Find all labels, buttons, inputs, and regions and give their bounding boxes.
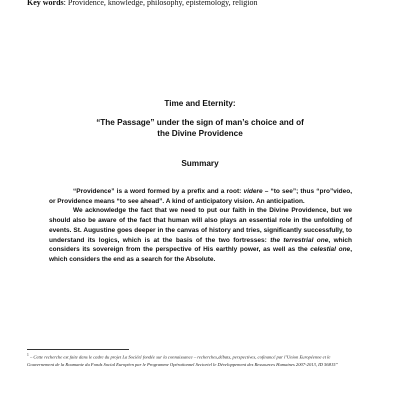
keywords-text: : Providence, knowledge, philosophy, epistemology, religion: [63, 0, 258, 7]
section-subtitle: “The Passage” under the sign of man’s choice and of the Divine Providence: [96, 118, 304, 138]
summary-body: [49, 187, 352, 265]
summary-paragraph-2: [49, 206, 352, 264]
p2-text-a: We acknowledge the fact that we need to put our faith in the Divine Providence, but we should also be aware of the fact that human will also plays an essential role in the unfolding of events. St. Augustine goes deeper in the canvas of history and tries, significantly successfully, to understand its logics, which is at the basis of the two fortresses:: [49, 207, 352, 244]
keywords-label: Key words: [27, 0, 64, 7]
keywords-line: [27, 0, 387, 8]
footnote-marker: 1: [27, 353, 29, 357]
section-title: Time and Eternity:: [164, 99, 236, 108]
p2-text-c: , which considers the end as a search for the Absolute.: [49, 246, 352, 263]
footnote-text: – Cette recherche est faite dans le cadre du projet La Société fondée sur la connaissance – recherches,débats, perspectives, cofinancé par l’Union Européenne et le Gouvernement de la Roumanie du Fonds Social Européen par le Programme Opérationnel Sectoriel le Développement des Ressources Humaines 2007-2013, ID 56815”: [27, 354, 339, 367]
p2-celestial: celestial one: [310, 246, 351, 254]
summary-paragraph-1: [49, 187, 352, 206]
p2-text-b: , which considers its sovereign from the perspective of His earthly power, as well as the: [49, 236, 352, 254]
p1-videre: videre: [243, 188, 263, 195]
p1-text-a: “Providence” is a word formed by a prefix and a root:: [73, 188, 244, 195]
summary-heading: Summary: [181, 159, 219, 168]
footnote-separator: [27, 349, 129, 350]
p2-terrestrial: the terrestrial one: [270, 236, 329, 244]
footnote: [27, 352, 349, 368]
p1-text-b: – “to see”; thus “pro”video, or Providence means “to see ahead”. A kind of anticipatory vision. An anticipation.: [49, 188, 352, 205]
